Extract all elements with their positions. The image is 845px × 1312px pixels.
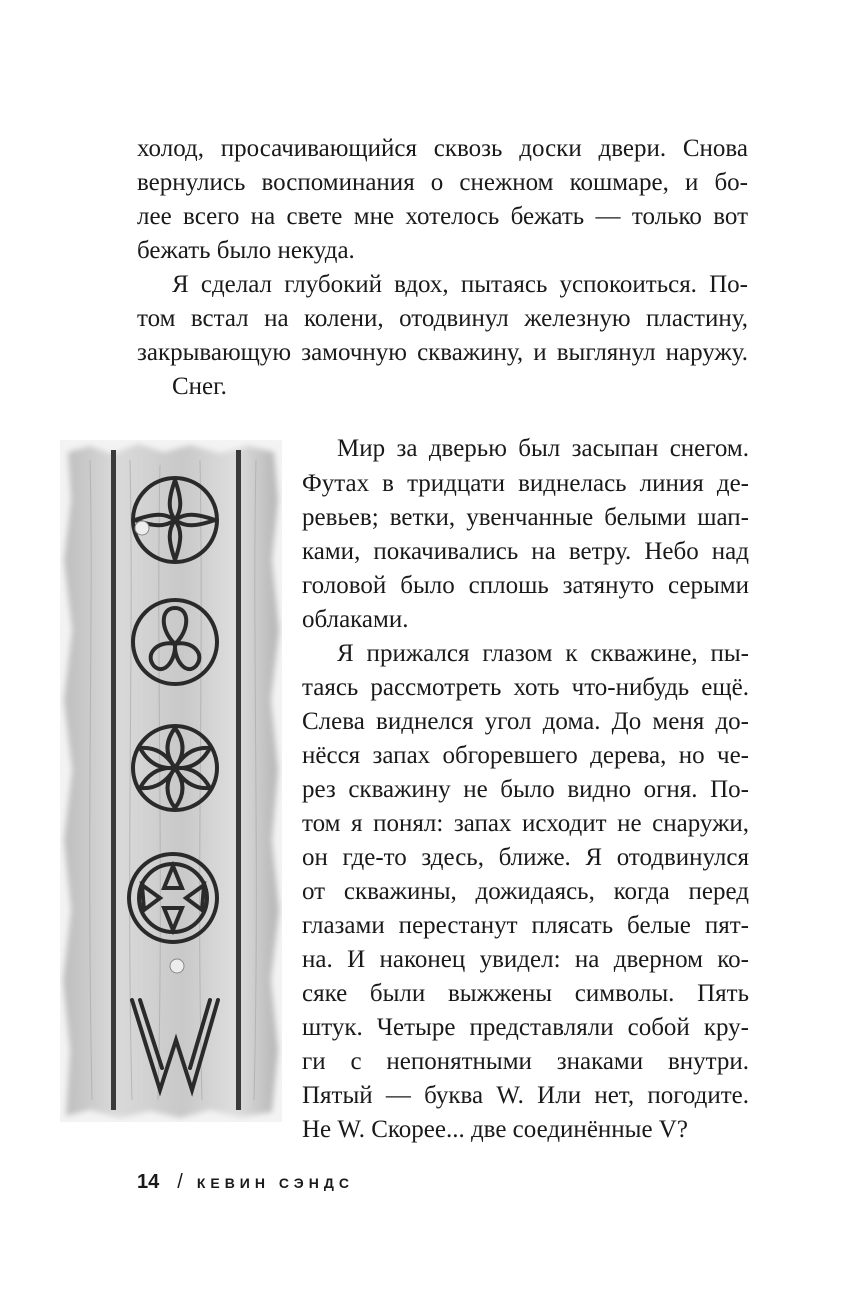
nail-icon bbox=[135, 521, 149, 535]
text-line: нёсся запах обгоревшего дерева, но че- bbox=[302, 742, 749, 769]
text-line: на. И наконец увидел: на дверном ко- bbox=[302, 946, 749, 973]
text-line: глазами перестанут плясать белые пят- bbox=[302, 912, 749, 939]
text-line: холод, просачивающийся сквозь доски двери. Снова bbox=[137, 135, 748, 162]
text-line: Пятый — буква W. Или нет, погодите. bbox=[302, 1082, 749, 1109]
text-line: от скважины, дожидаясь, когда перед bbox=[302, 878, 749, 905]
text-line: штук. Четыре представляли собой кру- bbox=[302, 1014, 749, 1041]
text-line: лее всего на свете мне хотелось бежать — только вот bbox=[137, 203, 748, 230]
author-name: КЕВИН СЭНДС bbox=[196, 1175, 354, 1191]
text-line: ревьев; ветки, увенчанные белыми шап- bbox=[302, 504, 749, 531]
text-line: закрывающую замочную скважину, и выглянул наружу. bbox=[137, 339, 748, 366]
carved-symbols-illustration bbox=[60, 440, 282, 1122]
carved-door-symbols-icon bbox=[60, 440, 282, 1122]
text-line: таясь рассмотреть хоть что-нибудь ещё. bbox=[302, 674, 749, 701]
text-line: ги с непонятными знаками внутри. bbox=[302, 1048, 749, 1075]
text-line: том я понял: запах исходит не снаружи, bbox=[302, 810, 749, 837]
text-line: Не W. Скорее... две соединённые V? bbox=[302, 1116, 688, 1143]
text-line: ками, покачивались на ветру. Небо над bbox=[302, 538, 749, 565]
text-line: Слева виднелся угол дома. До меня до- bbox=[302, 708, 749, 735]
text-line: рез скважину не было видно огня. По- bbox=[302, 776, 749, 803]
text-line: Я прижался глазом к скважине, пы- bbox=[337, 640, 749, 667]
page-footer bbox=[137, 1170, 354, 1194]
nail-icon bbox=[170, 959, 184, 973]
text-line: бежать было некуда. bbox=[137, 237, 355, 264]
text-line: том встал на колени, отодвинул железную пластину, bbox=[137, 305, 748, 332]
text-line: вернулись воспоминания о снежном кошмаре, и бо- bbox=[137, 169, 748, 196]
footer-separator: / bbox=[177, 1171, 183, 1193]
text-line: Я сделал глубокий вдох, пытаясь успокоиться. По- bbox=[172, 271, 748, 298]
text-line: Футах в тридцати виднелась линия де- bbox=[302, 470, 749, 497]
text-line: он где-то здесь, ближе. Я отодвинулся bbox=[302, 844, 749, 871]
text-line: облаками. bbox=[302, 606, 409, 633]
text-line: Снег. bbox=[172, 373, 227, 400]
page-number: 14 bbox=[137, 1171, 160, 1193]
text-line: сяке были выжжены символы. Пять bbox=[302, 980, 749, 1007]
text-line: головой было сплошь затянуто серыми bbox=[302, 572, 749, 599]
text-line: Мир за дверью был засыпан снегом. bbox=[337, 435, 749, 462]
